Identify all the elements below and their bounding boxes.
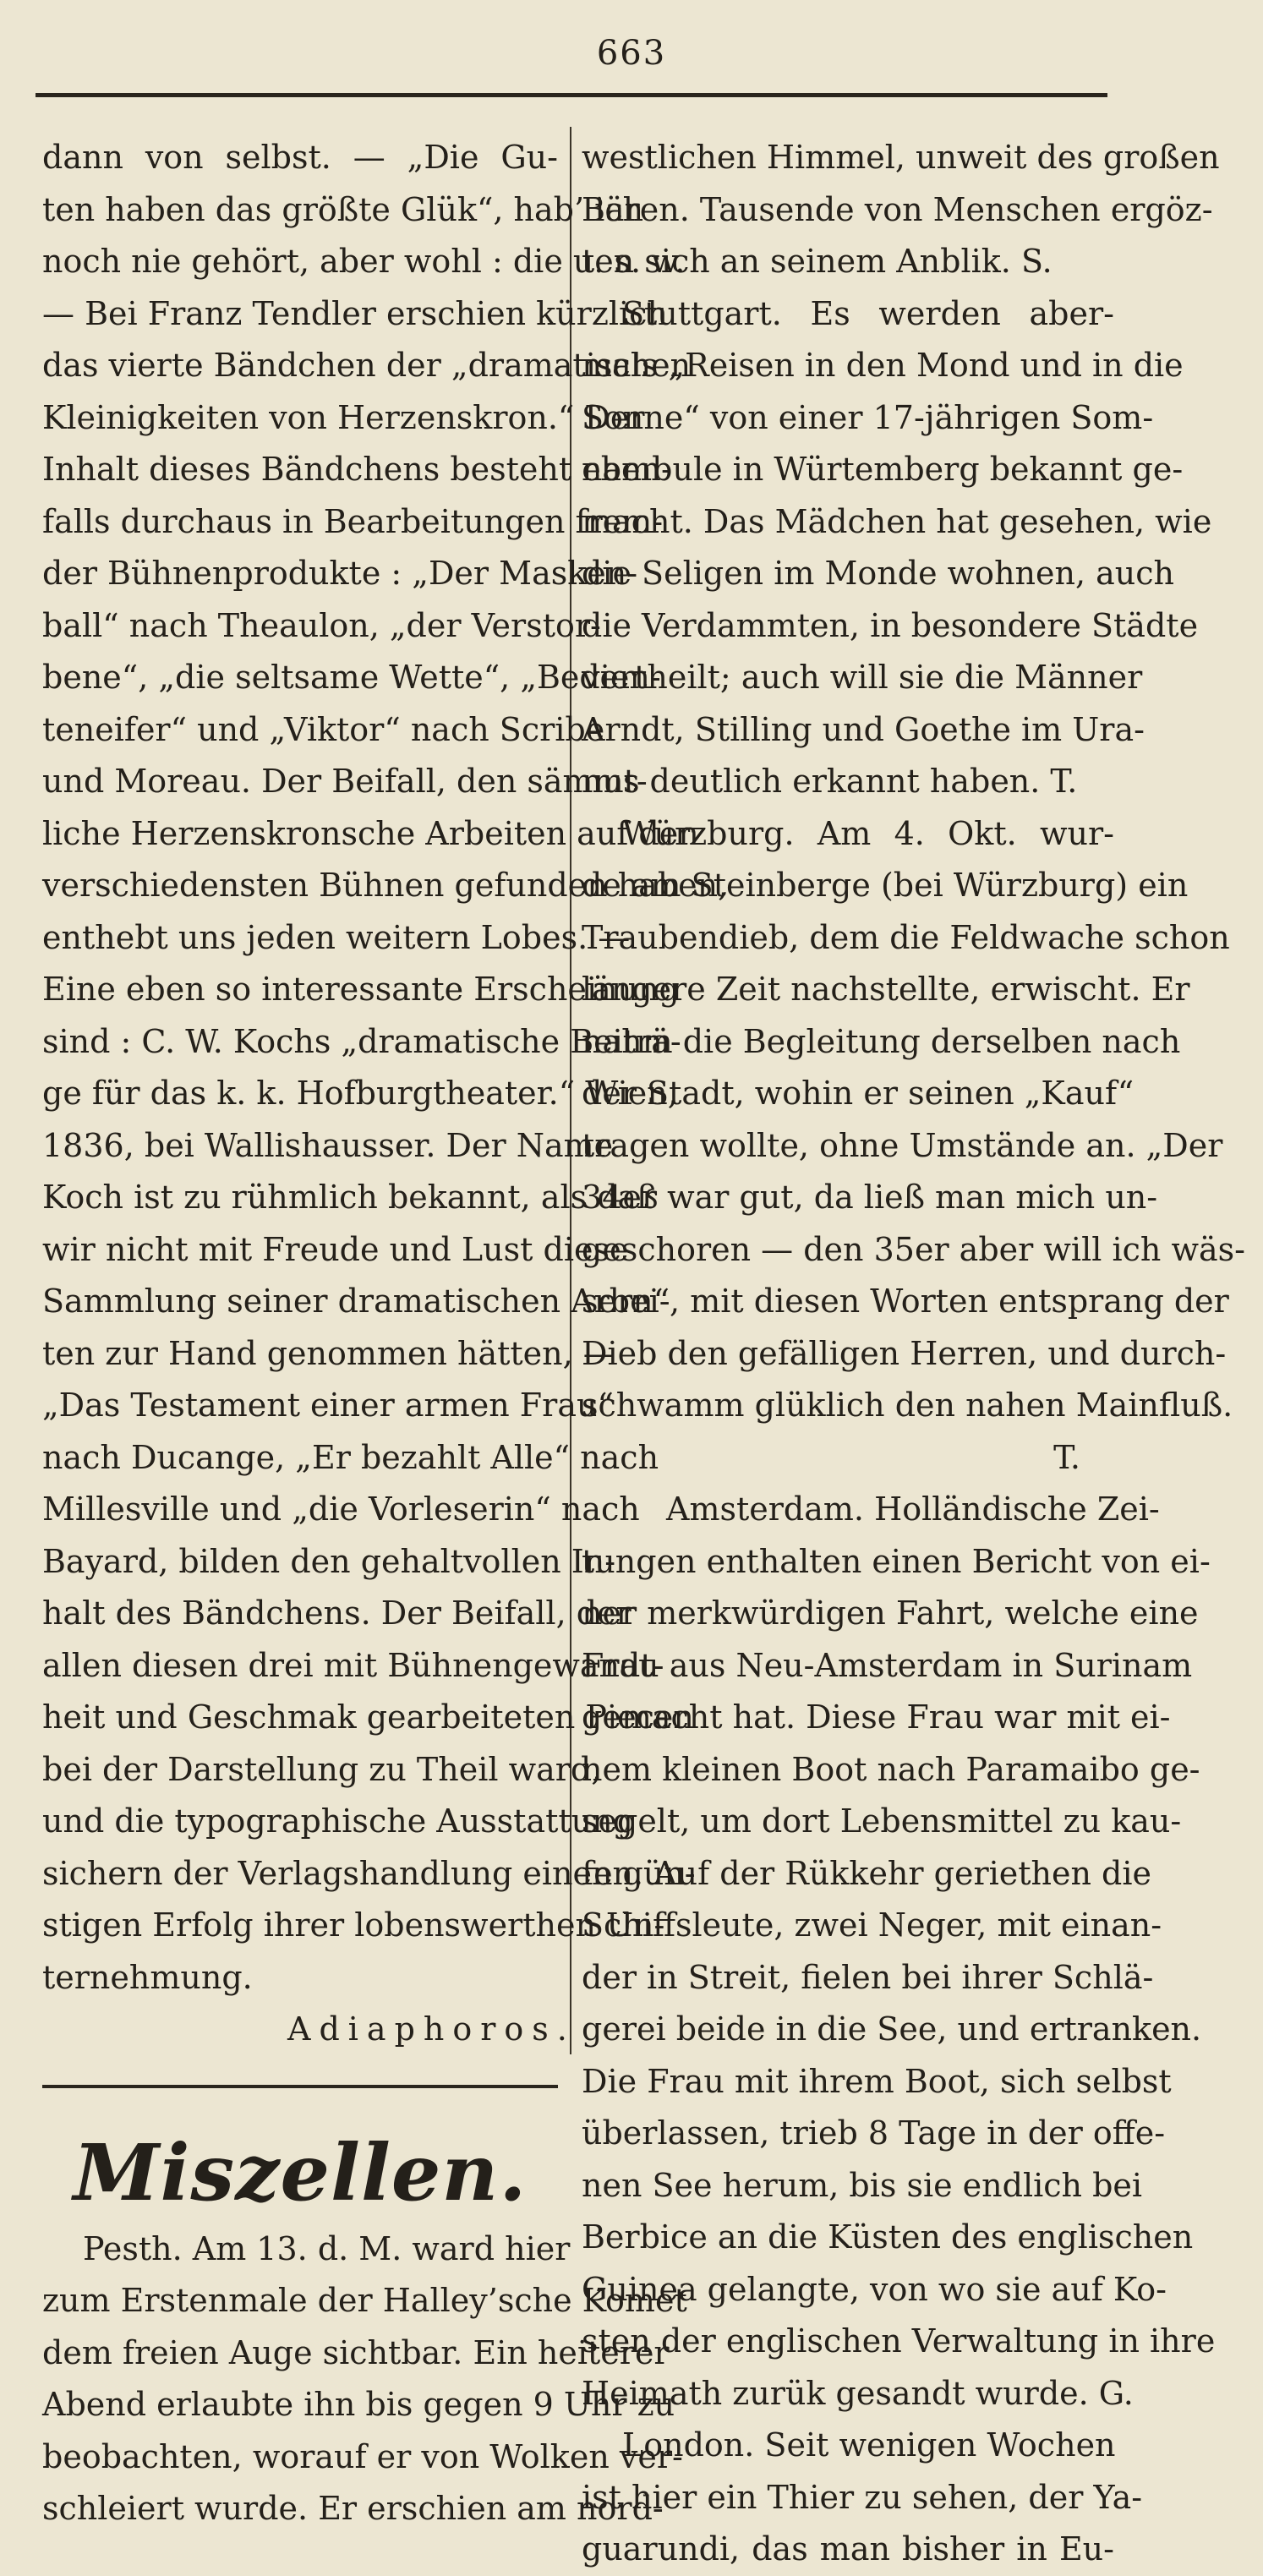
text-line: Abend erlaubte ihn bis gegen 9 Uhr zu: [42, 2386, 675, 2423]
text-line: längere Zeit nachstellte, erwischt. Er: [582, 971, 1190, 1008]
text-line: Koch ist zu rühmlich bekannt, als daß: [42, 1179, 659, 1216]
text-line: das vierte Bändchen der „dramatischen: [42, 347, 692, 384]
text-line: Kleinigkeiten von Herzenskron.“ Der: [42, 398, 645, 436]
text-line: gerei beide in die See, und ertranken.: [582, 2010, 1202, 2048]
text-line: Berbice an die Küsten des englischen: [582, 2218, 1194, 2256]
text-line: stigen Erfolg ihrer lobenswerthen Un-: [42, 1906, 665, 1944]
author-initial: T.: [1053, 1438, 1080, 1476]
text-line: bene“, „die seltsame Wette“, „Bedien-: [42, 659, 661, 696]
text-line: ner merkwürdigen Fahrt, welche eine: [582, 1594, 1199, 1632]
text-line: dem freien Auge sichtbar. Ein heiterer: [42, 2333, 670, 2371]
text-line: London. Seit wenigen Wochen: [622, 2426, 1116, 2464]
text-line: allen diesen drei mit Bühnengewandt-: [42, 1646, 664, 1684]
text-line: wir nicht mit Freude und Lust diese: [42, 1230, 629, 1268]
right-column: [582, 132, 1245, 2576]
text-line: der in Streit, fielen bei ihrer Schlä-: [582, 1958, 1154, 1996]
text-line: Traubendieb, dem die Feldwache schon: [582, 918, 1230, 956]
text-line: ten sich an seinem Anblik. S.: [582, 243, 1052, 280]
text-line: der Bühnenprodukte : „Der Masken-: [42, 555, 638, 592]
text-line: Frau aus Neu-Amsterdam in Surinam: [582, 1646, 1193, 1684]
text-line: sern“, mit diesen Worten entsprang der: [582, 1283, 1229, 1320]
text-line: nahm die Begleitung derselben nach: [582, 1022, 1181, 1060]
text-line: Millesville und „die Vorleserin“ nach: [42, 1490, 640, 1528]
text-line: tungen enthalten einen Bericht von ei-: [582, 1542, 1211, 1580]
text-line: dann von selbst. — „Die Gu-: [42, 139, 558, 176]
text-line: und die typographische Ausstattung: [42, 1802, 633, 1840]
text-line: Eine eben so interessante Erscheinung: [42, 971, 680, 1008]
text-line: überlassen, trieb 8 Tage in der offe-: [582, 2114, 1166, 2152]
text-line: nem kleinen Boot nach Paramaibo ge-: [582, 1750, 1200, 1788]
text-line: Amsterdam. Holländische Zei-: [666, 1490, 1160, 1528]
text-line: Würzburg. Am 4. Okt. wur-: [622, 814, 1114, 852]
text-line: westlichen Himmel, unweit des großen: [582, 139, 1220, 176]
text-line: gemacht hat. Diese Frau war mit ei-: [582, 1698, 1171, 1736]
text-line: tragen wollte, ohne Umstände an. „Der: [582, 1126, 1223, 1164]
text-line: ten haben das größte Glük“, hab’ ich: [42, 190, 644, 228]
pesth-article: [42, 2223, 687, 2535]
review-signature: Adiaphoros.: [287, 2010, 576, 2048]
text-line: ist hier ein Thier zu sehen, der Ya-: [582, 2478, 1143, 2516]
text-line: heit und Geschmak gearbeiteten Piecen: [42, 1698, 694, 1736]
text-line: nambule in Würtemberg bekannt ge-: [582, 451, 1184, 488]
text-line: zum Erstenmale der Halley’sche Komet: [42, 2282, 687, 2319]
text-line: fen. Auf der Rükkehr geriethen die: [582, 1854, 1152, 1892]
header-rule: [36, 93, 1107, 97]
text-line: Inhalt dieses Bändchens besteht eben-: [42, 451, 672, 488]
text-line: vertheilt; auch will sie die Männer: [582, 659, 1143, 696]
text-line: ternehmung.: [42, 1958, 253, 1996]
text-line: guarundi, das man bisher in Eu-: [582, 2530, 1114, 2568]
text-line: „Das Testament einer armen Frau“: [42, 1386, 614, 1424]
section-rule: [42, 2085, 558, 2088]
text-line: Arndt, Stilling und Goethe im Ura-: [582, 710, 1145, 748]
left-column: [42, 132, 729, 2535]
text-line: der Stadt, wohin er seinen „Kauf“: [582, 1075, 1135, 1112]
text-line: sind : C. W. Kochs „dramatische Beiträ-: [42, 1022, 681, 1060]
text-line: Sammlung seiner dramatischen Arbei-: [42, 1283, 670, 1320]
text-line: Dieb den gefälligen Herren, und durch-: [582, 1334, 1227, 1372]
text-line: Guinea gelangte, von wo sie auf Ko-: [582, 2270, 1167, 2308]
text-line: falls durchaus in Bearbeitungen frem-: [42, 502, 664, 540]
text-line: Pesth. Am 13. d. M. ward hier: [83, 2229, 571, 2267]
review-text: [42, 132, 729, 2056]
text-line: schwamm glüklich den nahen Mainfluß.: [582, 1386, 1233, 1424]
page-number: 663: [596, 34, 667, 73]
text-line: teneifer“ und „Viktor“ nach Scribe: [42, 710, 605, 748]
text-line: enthebt uns jeden weitern Lobes. —: [42, 918, 631, 956]
section-heading: Miszellen.: [73, 2126, 528, 2218]
text-line: ball“ nach Theaulon, „der Verstor-: [42, 606, 601, 644]
text-line: segelt, um dort Lebensmittel zu kau-: [582, 1802, 1182, 1840]
text-line: liche Herzenskronsche Arbeiten auf den: [42, 814, 699, 852]
text-line: Stuttgart. Es werden aber-: [622, 294, 1114, 332]
text-line: geschoren — den 35er aber will ich wäs-: [582, 1230, 1245, 1268]
text-line: Heimath zurük gesandt wurde. G.: [582, 2374, 1134, 2412]
text-line: noch nie gehört, aber wohl : die u. s. w.: [42, 243, 686, 280]
text-line: halt des Bändchens. Der Beifall, der: [42, 1594, 632, 1632]
text-line: bei der Darstellung zu Theil ward,: [42, 1750, 602, 1788]
text-line: 34er war gut, da ließ man mich un-: [582, 1179, 1158, 1216]
text-line: sten der englischen Verwaltung in ihre: [582, 2322, 1216, 2360]
text-line: nen See herum, bis sie endlich bei: [582, 2166, 1143, 2204]
text-line: mals „Reisen in den Mond und in die: [582, 347, 1184, 384]
text-line: nach Ducange, „Er bezahlt Alle“ nach: [42, 1438, 659, 1476]
text-line: — Bei Franz Tendler erschien kürzlich: [42, 294, 668, 332]
text-line: und Moreau. Der Beifall, den sämmt-: [42, 763, 648, 800]
text-line: Bären. Tausende von Menschen ergöz-: [582, 190, 1213, 228]
text-line: 1836, bei Wallishausser. Der Name: [42, 1126, 614, 1164]
text-line: de am Steinberge (bei Würzburg) ein: [582, 867, 1189, 904]
text-line: sichern der Verlagshandlung einen gün-: [42, 1854, 696, 1892]
text-line: beobachten, worauf er von Wolken ver-: [42, 2437, 683, 2475]
text-line: macht. Das Mädchen hat gesehen, wie: [582, 502, 1212, 540]
text-line: ge für das k. k. Hofburgtheater.“ Wien,: [42, 1075, 678, 1112]
text-line: Sonne“ von einer 17-jährigen Som-: [582, 398, 1154, 436]
text-line: die Verdammten, in besondere Städte: [582, 606, 1199, 644]
text-line: schleiert wurde. Er erschien am nord-: [42, 2490, 664, 2527]
text-line: Schiffsleute, zwei Neger, mit einan-: [582, 1906, 1162, 1944]
text-line: verschiedensten Bühnen gefunden haben,: [42, 867, 729, 904]
text-line: ten zur Hand genommen hätten, —: [42, 1334, 615, 1372]
text-line: Bayard, bilden den gehaltvollen In-: [42, 1542, 616, 1580]
text-line: Die Frau mit ihrem Boot, sich selbst: [582, 2062, 1172, 2100]
text-line: die Seligen im Monde wohnen, auch: [582, 555, 1175, 592]
text-line: nus deutlich erkannt haben. T.: [582, 763, 1078, 800]
